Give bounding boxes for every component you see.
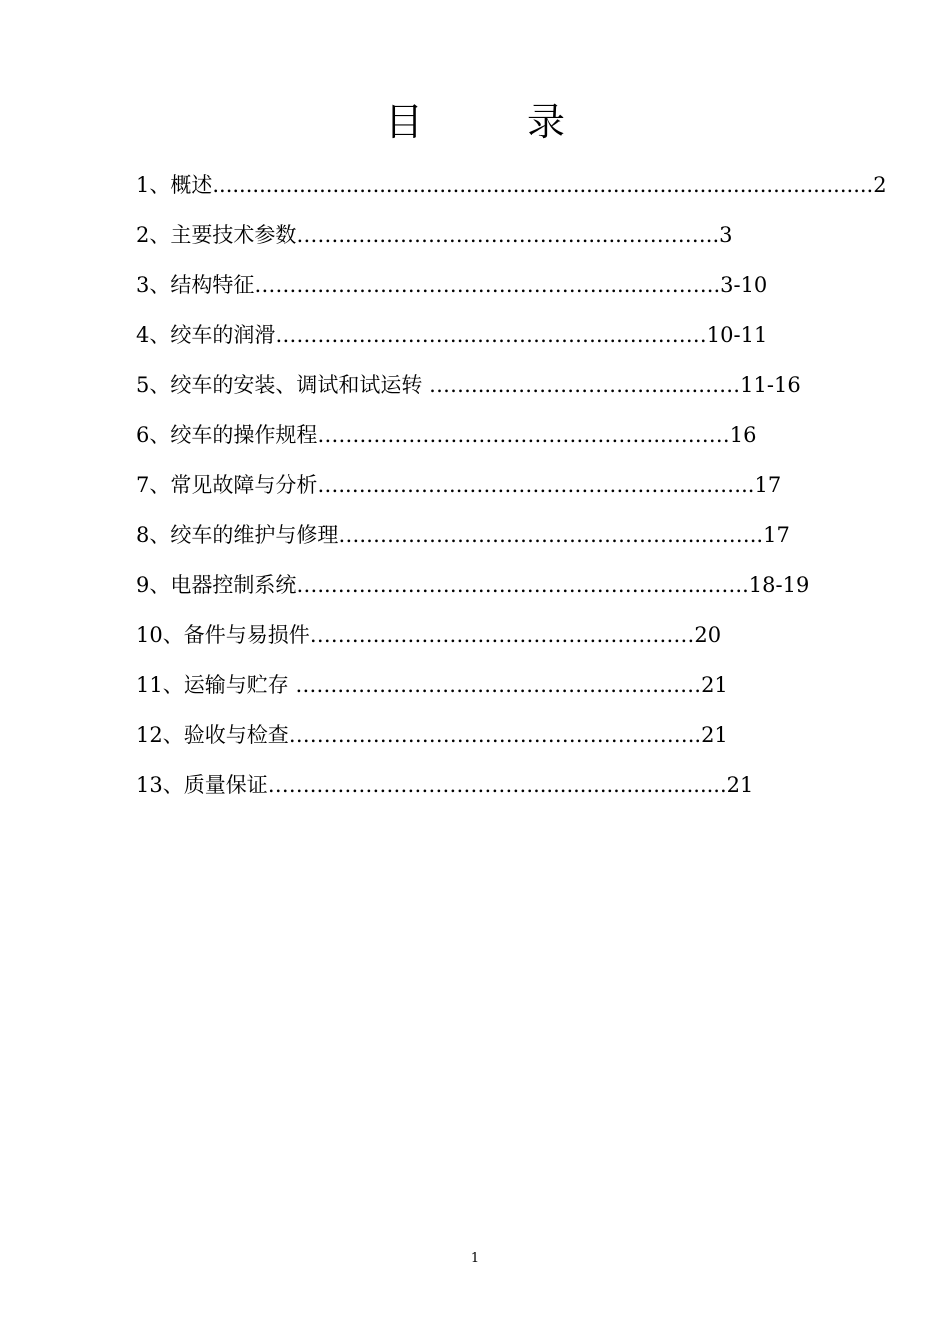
toc-entry-faults[interactable]: 7、常见故障与分析…..…..………..…………………………....……..17 [136,473,782,497]
toc-entry-operation[interactable]: 6、绞车的操作规程…………………………………………..………16 [136,423,757,447]
toc-entry-acceptance[interactable]: 12、验收与检查…………………………………………………..21 [136,723,728,747]
toc-entry-electrical-control[interactable]: 9、电器控制系统…..……………………………………………....…..18-19 [136,573,810,597]
toc-entry-structure[interactable]: 3、结构特征……….……….…………………………......………..3-10 [136,273,768,297]
toc-entry-transport-storage[interactable]: 11、运输与贮存 …….……………………………………………21 [136,673,728,697]
page-title: 目 录 [384,100,612,144]
page-number: 1 [470,1251,480,1266]
toc-entry-lubrication[interactable]: 4、绞车的润滑………..……………..………………....…………10-11 [136,323,768,347]
table-of-contents [136,166,887,816]
toc-entry-main-parameters[interactable]: 2、主要技术参数……...….……….………………......…………..3 [136,223,733,247]
toc-entry-installation[interactable]: 5、绞车的安装、调试和试运转 ……......…………………......……11-16 [136,373,801,397]
toc-entry-maintenance[interactable]: 8、绞车的维护与修理….………………………………………....……..17 [136,523,790,547]
toc-entry-spare-parts[interactable]: 10、备件与易损件……….………………………………………20 [136,623,722,647]
toc-entry-overview[interactable]: 1、概述...................................................................................................2 [136,173,887,197]
toc-entry-quality[interactable]: 13、质量保证…….…………………………..............................21 [136,773,754,797]
